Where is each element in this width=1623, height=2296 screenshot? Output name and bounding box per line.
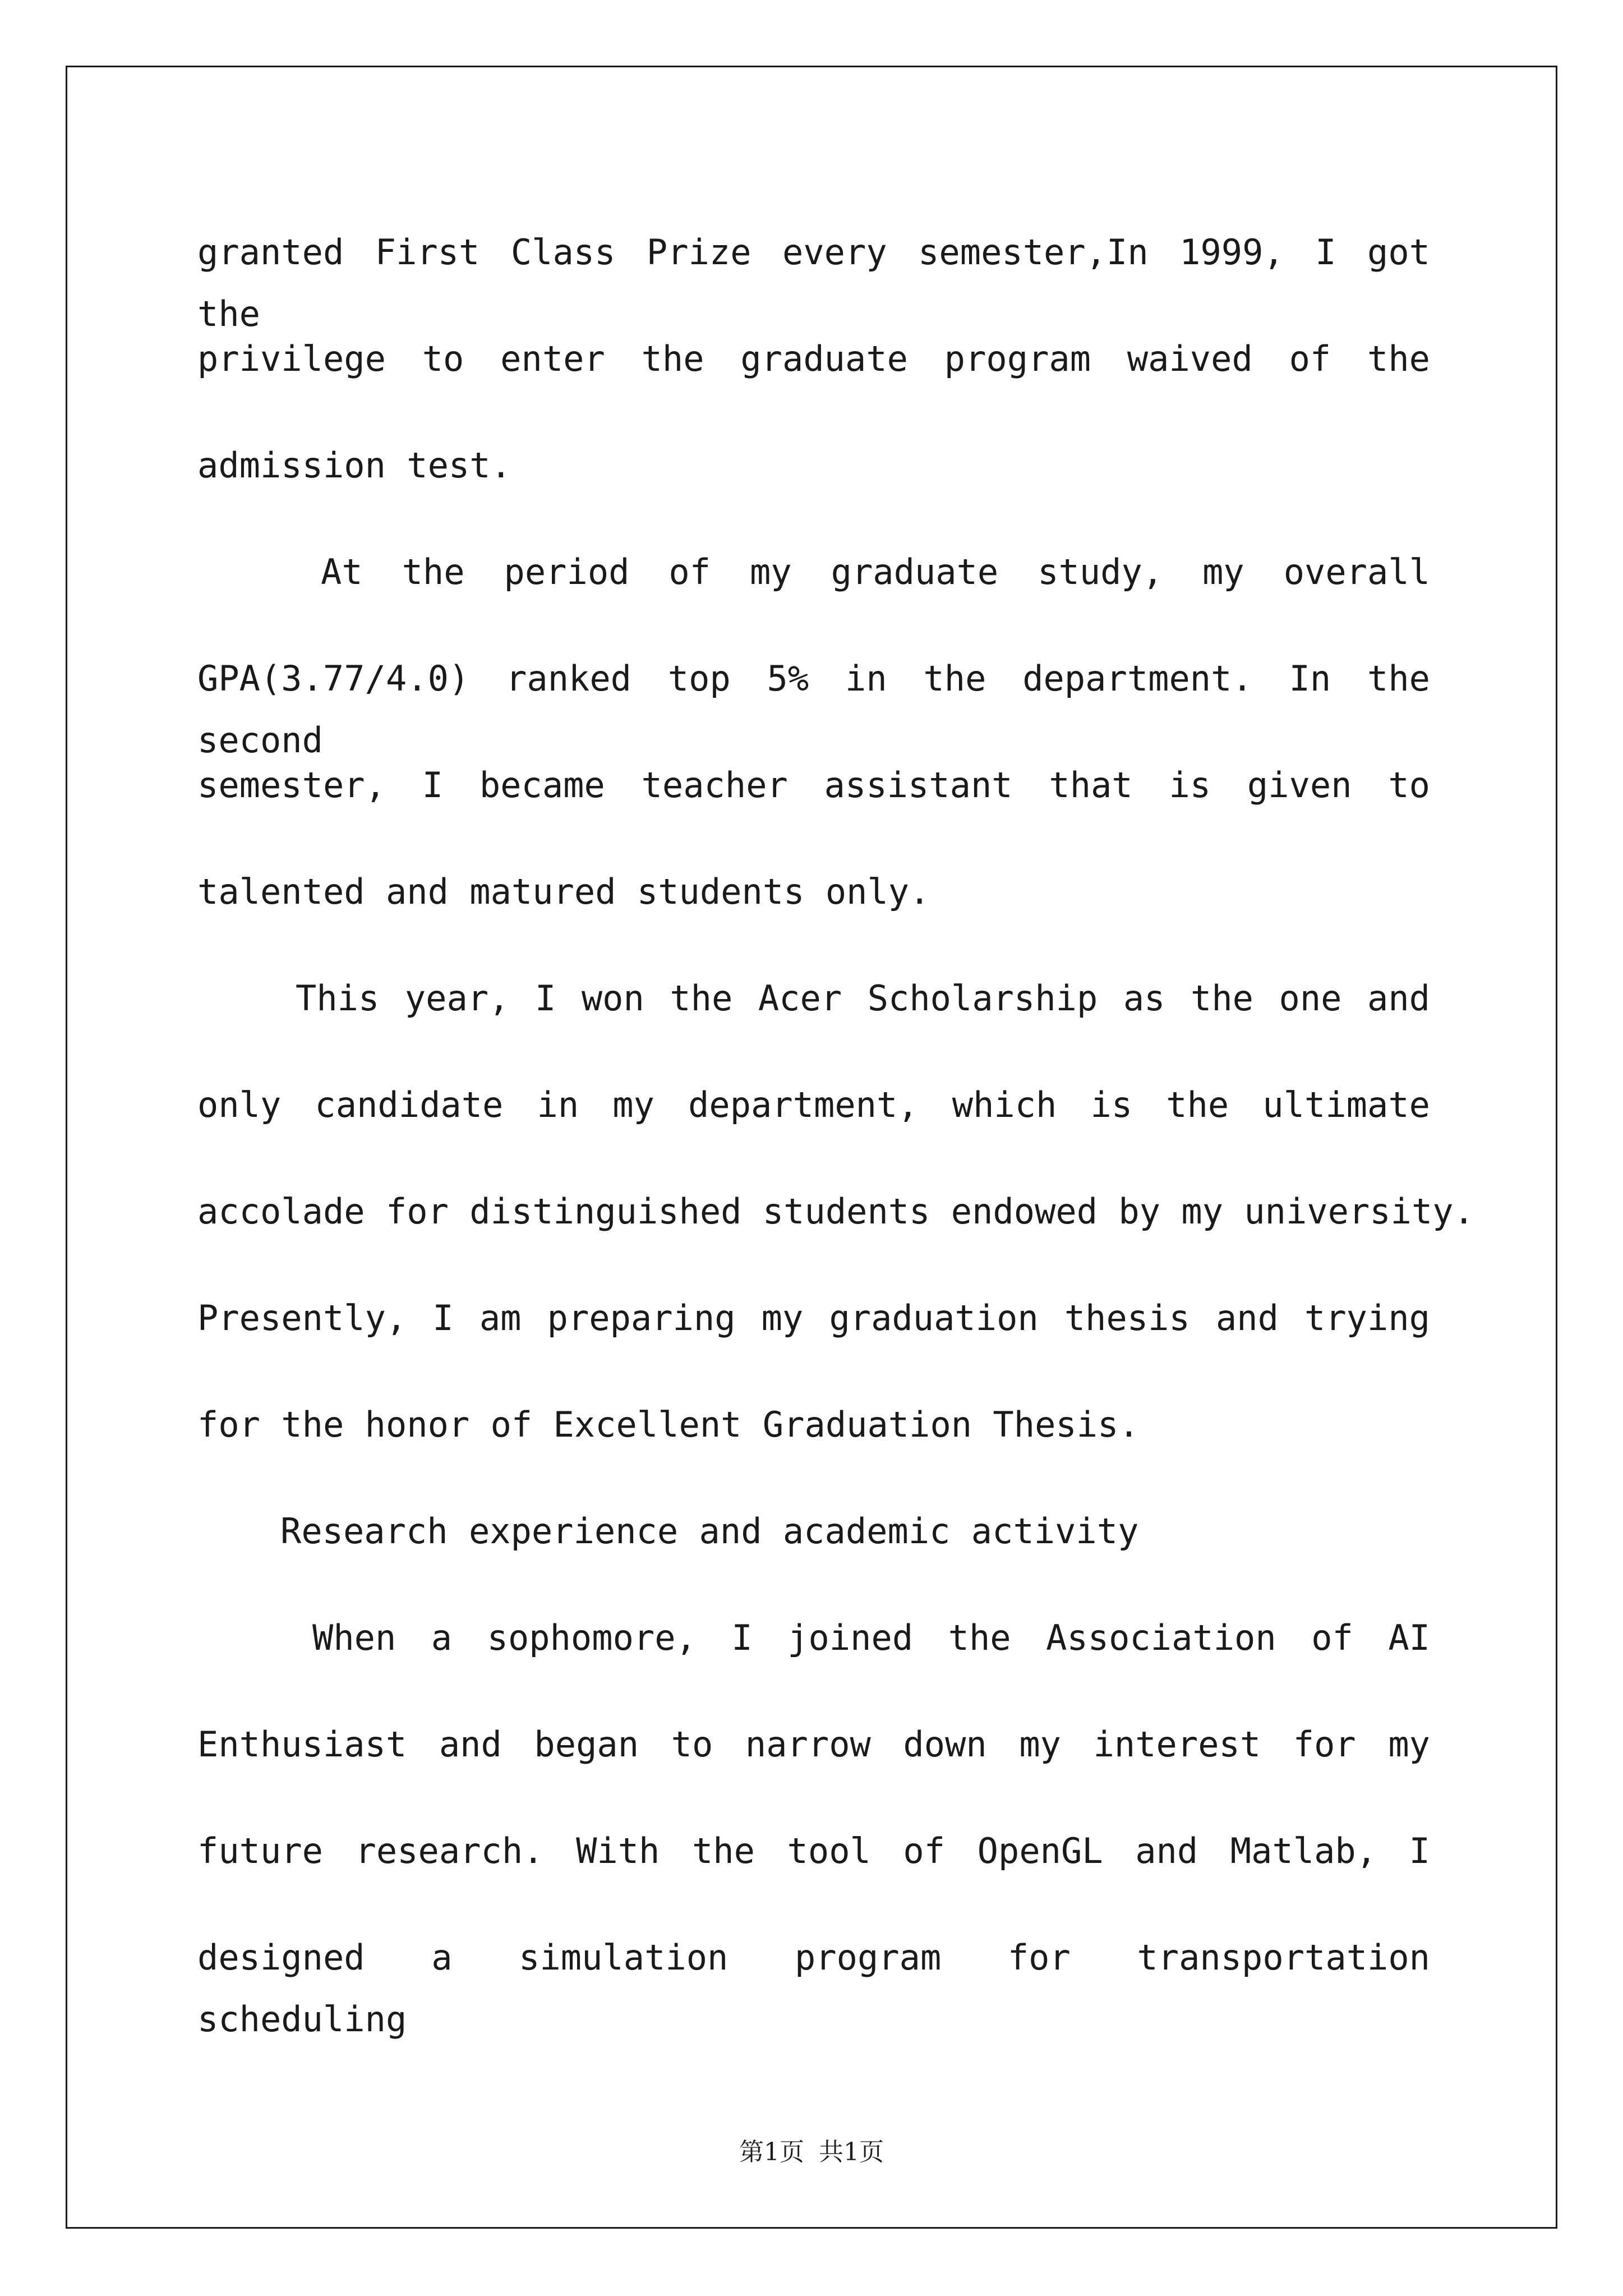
text-line: granted First Class Prize every semester,In 1999, I got the: [197, 232, 1430, 334]
text-line: accolade for distinguished students endowed by my university.: [197, 1191, 1474, 1232]
text-line: future research. With the tool of OpenGL and Matlab, I: [197, 1830, 1430, 1871]
text-line: admission test.: [197, 445, 511, 486]
page-number-footer: 第1页 共1页: [739, 2138, 884, 2166]
text-line: only candidate in my department, which is the ultimate: [197, 1084, 1430, 1125]
text-line: GPA(3.77/4.0) ranked top 5% in the department. In the second: [197, 658, 1430, 761]
text-line: Enthusiast and began to narrow down my interest for my: [197, 1724, 1430, 1765]
text-line: semester, I became teacher assistant that is given to: [197, 765, 1430, 806]
text-line: talented and matured students only.: [197, 871, 930, 912]
text-line: When a sophomore, I joined the Association of AI: [312, 1617, 1430, 1658]
text-line: designed a simulation program for transportation scheduling: [197, 1937, 1430, 2040]
text-line: This year, I won the Acer Scholarship as the one and: [296, 978, 1430, 1019]
section-heading: Research experience and academic activity: [280, 1511, 1139, 1552]
text-line: At the period of my graduate study, my overall: [321, 551, 1430, 592]
text-line: Presently, I am preparing my graduation thesis and trying: [197, 1297, 1430, 1338]
text-line: privilege to enter the graduate program waived of the: [197, 338, 1430, 379]
document-body: [197, 222, 1474, 2040]
text-line: for the honor of Excellent Graduation Thesis.: [197, 1404, 1140, 1445]
